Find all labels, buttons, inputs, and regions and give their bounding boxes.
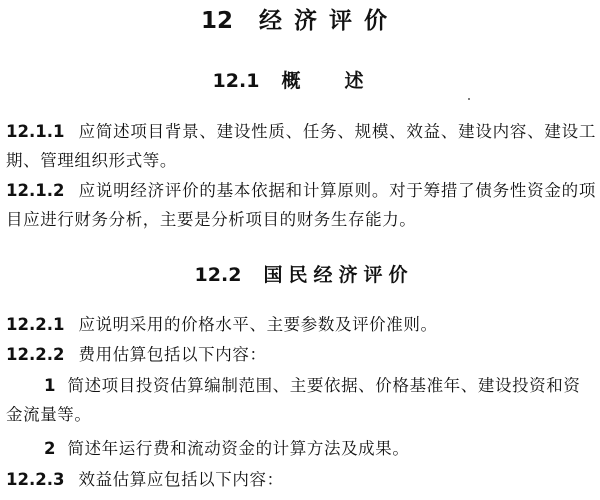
clause-12-2-2 [6, 340, 596, 369]
section-title-text: 国民经济评价 [263, 264, 414, 286]
clause-12-1-2 [6, 176, 596, 234]
clause-12-2-1 [6, 310, 596, 339]
section-title-text: 概述 [281, 70, 408, 92]
chapter-title [0, 6, 600, 36]
clause-text: 应说明采用的价格水平、主要参数及评价准则。 [78, 315, 438, 334]
list-item-number: 1 [44, 376, 56, 395]
clause-text: 效益估算应包括以下内容： [78, 470, 284, 489]
list-item-text: 简述年运行费和流动资金的计算方法及成果。 [67, 439, 410, 458]
clause-text: 应简述项目背景、建设性质、任务、规模、效益、建设内容、建设工期、管理组织形式等。 [6, 122, 596, 170]
chapter-title-text: 经济评价 [259, 8, 399, 34]
clause-number: 12.2.1 [6, 315, 65, 334]
clause-number: 12.1.2 [6, 181, 65, 200]
list-item-text: 简述项目投资估算编制范围、主要依据、价格基准年、建设投资和资金流量等。 [6, 376, 581, 424]
list-item-number: 2 [44, 439, 56, 458]
clause-text: 费用估算包括以下内容： [78, 345, 267, 364]
list-item [6, 371, 596, 429]
clause-12-1-1 [6, 117, 596, 175]
scan-speck [468, 98, 470, 100]
clause-number: 12.1.1 [6, 122, 65, 141]
section-number: 12.2 [194, 264, 242, 286]
section-title-12-2 [4, 262, 600, 288]
chapter-number: 12 [200, 8, 233, 34]
section-number: 12.1 [212, 70, 260, 92]
clause-12-2-3 [6, 465, 596, 494]
clause-number: 12.2.2 [6, 345, 65, 364]
clause-number: 12.2.3 [6, 470, 65, 489]
clause-text: 应说明经济评价的基本依据和计算原则。对于筹措了债务性资金的项目应进行财务分析，主要是分析项目的财务生存能力。 [6, 181, 596, 229]
section-title-12-1 [10, 68, 600, 94]
list-item [6, 434, 596, 463]
